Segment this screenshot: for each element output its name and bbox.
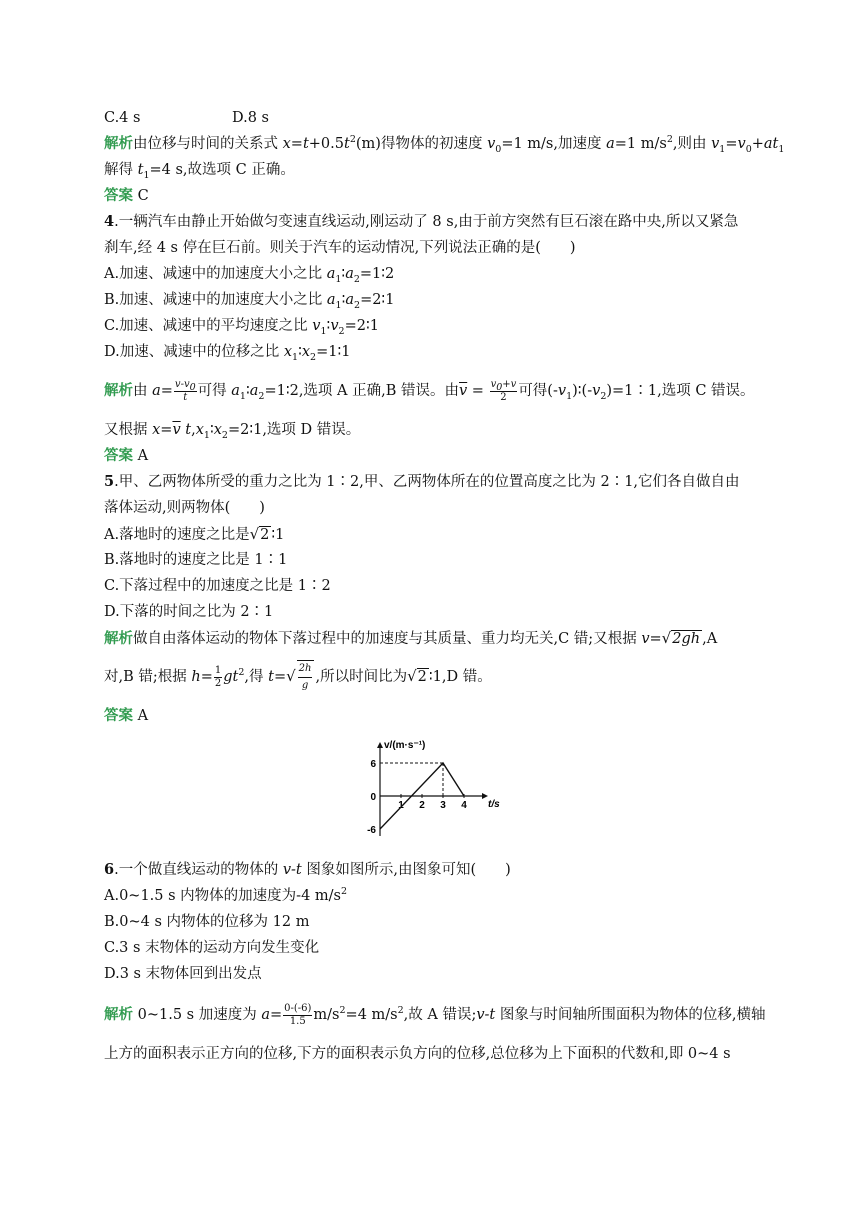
q6-stem: 6.一个做直线运动的物体的 v-t 图象如图所示,由图象可知( )	[104, 861, 511, 878]
x-tick-label: 3	[440, 800, 446, 811]
q5-number: 5	[104, 473, 115, 490]
q6-option-d[interactable]: D.3 s 末物体回到出发点	[104, 966, 262, 982]
analysis-label: 解析	[104, 135, 133, 152]
fraction: $\frac{2h}{g}$	[297, 660, 315, 694]
q5-option-a[interactable]: A.落地时的速度之比是√2 ∶1	[104, 525, 285, 543]
analysis-label: 解析	[104, 382, 133, 399]
fraction: $\frac{v-v_0}{t}$	[174, 378, 196, 403]
x-tick-label: 1	[398, 800, 404, 811]
q3-options	[104, 108, 269, 128]
q4-option-a[interactable]: A.加速、减速中的加速度大小之比 $a_1∶a_2=1∶2$	[104, 266, 395, 285]
q4-analysis-line2: 又根据 $x=\overline{v}$ $t,x_1∶x_2=2∶1$,选项 D 错误。	[104, 422, 361, 441]
q4-option-b[interactable]: B.加速、减速中的加速度大小之比 $a_1∶a_2=2∶1$	[104, 292, 395, 311]
fraction: $\frac{1}{2}$	[214, 664, 222, 689]
vt-chart	[358, 736, 518, 842]
q3-analysis: 解析由位移与时间的关系式 $x=t+0.5t^2(m)$得物体的初速度 $v_0=1$ m/s,加速度 a=1 $m/s^2$,则由 $v_1=v_0+at_1$	[104, 134, 785, 155]
answer-label: 答案	[104, 707, 133, 724]
fraction: $\frac{v_0+v}{2}$	[490, 378, 517, 403]
q4-answer	[104, 446, 148, 466]
q5-option-c[interactable]: C.下落过程中的加速度之比是 1∶2	[104, 578, 331, 594]
q3-answer	[104, 186, 149, 206]
q4-answer-value: A	[137, 448, 149, 464]
q5-analysis: 解析做自由落体运动的物体下落过程中的加速度与其质量、重力均无关,C 错;又根据 v=√2gh ,A	[104, 629, 718, 647]
x-tick-label: 4	[461, 800, 467, 811]
y-axis-arrow	[377, 742, 383, 748]
q5-answer-value: A	[137, 708, 149, 724]
q3-analysis-line2: 解得 $t_1=4$ s,故选项 C 正确。	[104, 162, 295, 181]
q5-analysis-line2: 对,B 错;根据 h= $\frac{1}{2}$ $gt^2$,得 t=√ $\frac{2h}{g}$ ,所以时间比为√2 ∶1,D 错。	[104, 660, 492, 694]
q5-stem: 5.甲、乙两物体所受的重力之比为 1∶2,甲、乙两物体所在的位置高度之比为 2∶1,它们各自做自由	[104, 473, 740, 490]
q6-option-c[interactable]: C.3 s 末物体的运动方向发生变化	[104, 940, 320, 956]
q5-answer	[104, 706, 148, 726]
y-axis-label: v/(m·s⁻¹)	[384, 740, 426, 751]
x-axis-label: t/s	[488, 799, 500, 810]
q6-number: 6	[104, 861, 115, 878]
q3-answer-value: C	[137, 188, 149, 204]
q6-option-b[interactable]: B.0~4 s 内物体的位移为 12 m	[104, 914, 310, 930]
q5-stem-line2: 落体运动,则两物体( )	[104, 500, 265, 516]
analysis-label: 解析	[104, 630, 133, 647]
analysis-label: 解析	[104, 1006, 133, 1023]
y-tick-label: -6	[367, 825, 376, 836]
q3-option-d[interactable]: D.8 s	[232, 110, 269, 126]
q5-option-b[interactable]: B.落地时的速度之比是 1∶1	[104, 552, 288, 568]
q4-option-c[interactable]: C.加速、减速中的平均速度之比 $v_1∶v_2=2∶1$	[104, 318, 379, 337]
fraction: $\frac{0-(-6)}{1.5}$	[284, 1002, 312, 1027]
q4-stem-line2: 刹车,经 4 s 停在巨石前。则关于汽车的运动情况,下列说法正确的是( )	[104, 240, 576, 256]
x-tick-label: 2	[419, 800, 425, 811]
y-tick-label: 6	[370, 759, 376, 770]
q5-option-d[interactable]: D.下落的时间之比为 2∶1	[104, 604, 274, 620]
q4-option-d[interactable]: D.加速、减速中的位移之比 $x_1∶x_2=1∶1$	[104, 344, 351, 363]
answer-label: 答案	[104, 447, 133, 464]
q4-analysis: 解析由 a= $\frac{v-v_0}{t}$ 可得 $a_1∶a_2=1∶2$,选项 A 正确,B 错误。由$\overline{v}$ = $\frac{v_0+v}{2}$ 可得$(-v_1)∶(-v_2)=1∶1$,选项 C 错误。	[104, 378, 755, 403]
answer-label: 答案	[104, 187, 133, 204]
y-tick-label: 0	[370, 792, 376, 803]
q6-analysis-line2: 上方的面积表示正方向的位移,下方的面积表示负方向的位移,总位移为上下面积的代数和,即 0~4 s	[104, 1046, 731, 1062]
q4-stem: 4.一辆汽车由静止开始做匀变速直线运动,刚运动了 8 s,由于前方突然有巨石滚在路中央,所以又紧急	[104, 213, 739, 230]
q3-option-c[interactable]: C.4 s	[104, 110, 141, 126]
q4-number: 4	[104, 213, 115, 230]
q6-analysis: 解析 0~1.5 s 加速度为 a= $\frac{0-(-6)}{1.5}$ $m/s^2=4$ $m/s^2$,故 A 错误;v-t 图象与时间轴所围面积为物体的位移,横轴	[104, 1002, 766, 1027]
q6-option-a[interactable]: A.0~1.5 s 内物体的加速度为-4 $m/s^2$	[104, 886, 348, 904]
